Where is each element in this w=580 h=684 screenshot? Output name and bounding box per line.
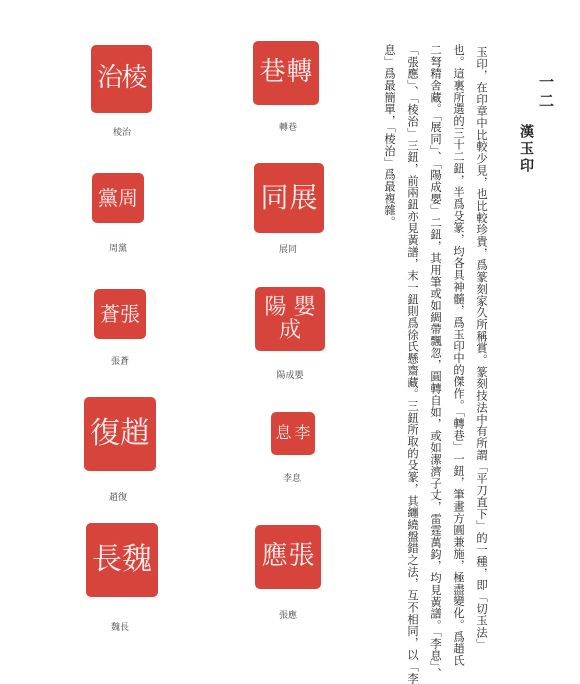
seal-caption: 陽成嬰: [276, 371, 304, 381]
body-text-column: 「張應」、「棱治」三鈕，前兩鈕亦見黃譜，末一鈕則爲徐氏懸齋藏。三鈕所取的殳篆，其纏繞盤錯之法，互不相同，以「李: [406, 44, 419, 684]
seal-glyph: 棱: [121, 63, 148, 94]
seal-image: [86, 523, 158, 597]
section-number: 一二: [537, 74, 555, 112]
seal-glyph: 治: [97, 63, 124, 94]
seal-glyph: 展: [289, 181, 318, 215]
body-text-column: 二弩精舍藏。「展同」、「陽成嬰」二鈕，其用筆或如綢帶飄忽，圓轉自如，或如潔濟子丈，雷霆萬鈞，均見黃譜。「李息」、: [429, 44, 442, 680]
seal-glyph: 長: [92, 542, 122, 578]
section-title: 漢玉印: [518, 124, 534, 175]
seal-caption: 魏長: [110, 623, 129, 633]
body-text-column: 玉印，在印章中比較少見，也比較珍貴，爲篆刻家久所稱賞。篆刻技法中有所謂「平刀直下」的一種，即「切玉法」: [475, 46, 488, 651]
seal-image: [255, 287, 325, 351]
seal-glyph: 轉: [286, 57, 313, 88]
body-text-column: 也。這裏所選的三十二鈕，半爲殳篆，均各具神髓，爲玉印中的傑作。「轉巷」一鈕，筆畫方圓兼施，極盡變化。爲趙氏: [452, 44, 465, 667]
seal-image: [94, 289, 146, 339]
seal-glyph: 嬰: [293, 294, 316, 320]
seal-glyph: 張: [288, 541, 315, 572]
seal-caption: 轉巷: [278, 123, 297, 133]
seal-image: [91, 45, 152, 113]
seal-glyph: 息: [275, 423, 292, 443]
seal-image: [84, 397, 156, 471]
seal-image: [253, 41, 319, 105]
seal-glyph: 應: [261, 541, 288, 572]
seal-image: [255, 525, 321, 589]
seal-caption: 張應: [278, 611, 297, 621]
seal-glyph: 李: [294, 423, 311, 443]
seal-glyph: 周: [118, 185, 138, 210]
seal-caption: 趙復: [108, 493, 127, 503]
seal-glyph: 趙: [120, 416, 150, 452]
seal-image: [92, 173, 144, 223]
seal-glyph: 巷: [259, 57, 286, 88]
seal-caption: 李息: [282, 474, 301, 484]
seal-glyph: 魏: [122, 542, 152, 578]
seal-caption: 展同: [278, 245, 297, 255]
body-text-column: 息」爲最簡單，「棱治」爲最複雜。: [383, 44, 396, 228]
seal-glyph: 復: [90, 416, 120, 452]
seal-glyph: 陽: [264, 294, 287, 320]
seal-caption: 周黨: [108, 244, 127, 254]
seal-image: [271, 412, 315, 455]
seal-glyph: 同: [260, 181, 289, 215]
seal-image: [254, 163, 324, 233]
seal-glyph: 黨: [98, 185, 118, 210]
seal-glyph: 張: [120, 301, 140, 326]
seal-glyph: 成: [278, 318, 301, 343]
seal-caption: 棱治: [112, 128, 131, 138]
seal-caption: 張蒼: [110, 357, 129, 367]
seal-glyph: 蒼: [100, 301, 120, 326]
